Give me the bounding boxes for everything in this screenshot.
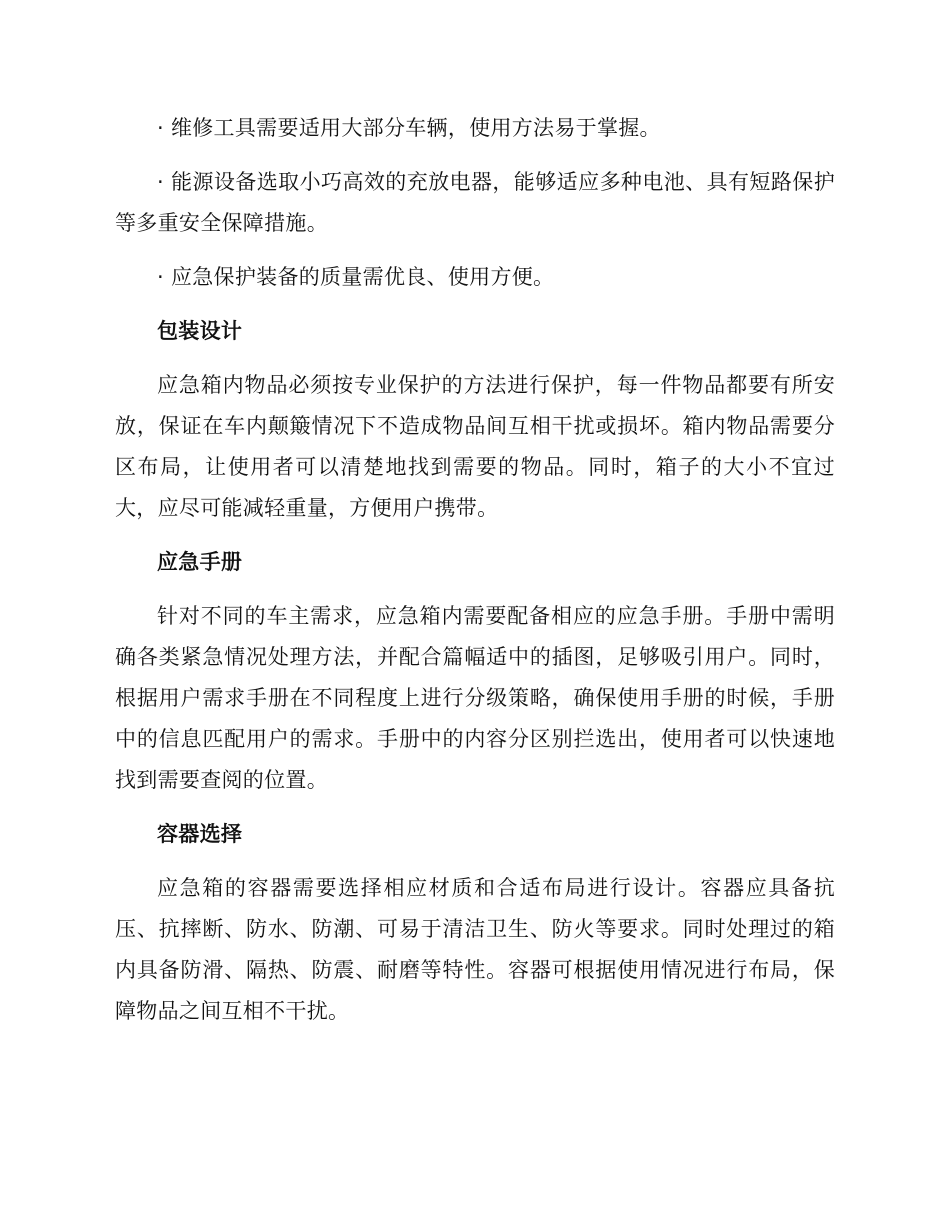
document-page: [115, 108, 835, 1045]
section-heading-container: 容器选择: [157, 822, 243, 846]
section-heading-manual: 应急手册: [157, 550, 243, 574]
bullet-repair-tools: · 维修工具需要适用大部分车辆，使用方法易于掌握。: [157, 116, 661, 140]
section-body-manual: 针对不同的车主需求，应急箱内需要配备相应的应急手册。手册中需明确各类紧急情况处理方法，并配合篇幅适中的插图，足够吸引用户。同时，根据用户需求手册在不同程度上进行分级策略，确保使用手册的时候，手册中的信息匹配用户的需求。手册中的内容分区别拦选出，使用者可以快速地找到需要查阅的位置。: [115, 604, 835, 792]
bullet-energy-equipment: · 能源设备选取小巧高效的充放电器，能够适应多种电池、具有短路保护等多重安全保障措施。: [115, 170, 835, 235]
section-body-packaging: 应急箱内物品必须按专业保护的方法进行保护，每一件物品都要有所安放，保证在车内颠簸情况下不造成物品间互相干扰或损坏。箱内物品需要分区布局，让使用者可以清楚地找到需要的物品。同时，箱子的大小不宜过大，应尽可能减轻重量，方便用户携带。: [115, 373, 835, 520]
bullet-protective-gear: · 应急保护装备的质量需优良、使用方便。: [157, 265, 555, 289]
section-heading-packaging: 包装设计: [157, 319, 243, 343]
section-body-container: 应急箱的容器需要选择相应材质和合适布局进行设计。容器应具备抗压、抗摔断、防水、防潮、可易于清洁卫生、防火等要求。同时处理过的箱内具备防滑、隔热、防震、耐磨等特性。容器可根据使用情况进行布局，保障物品之间互相不干扰。: [115, 876, 835, 1023]
